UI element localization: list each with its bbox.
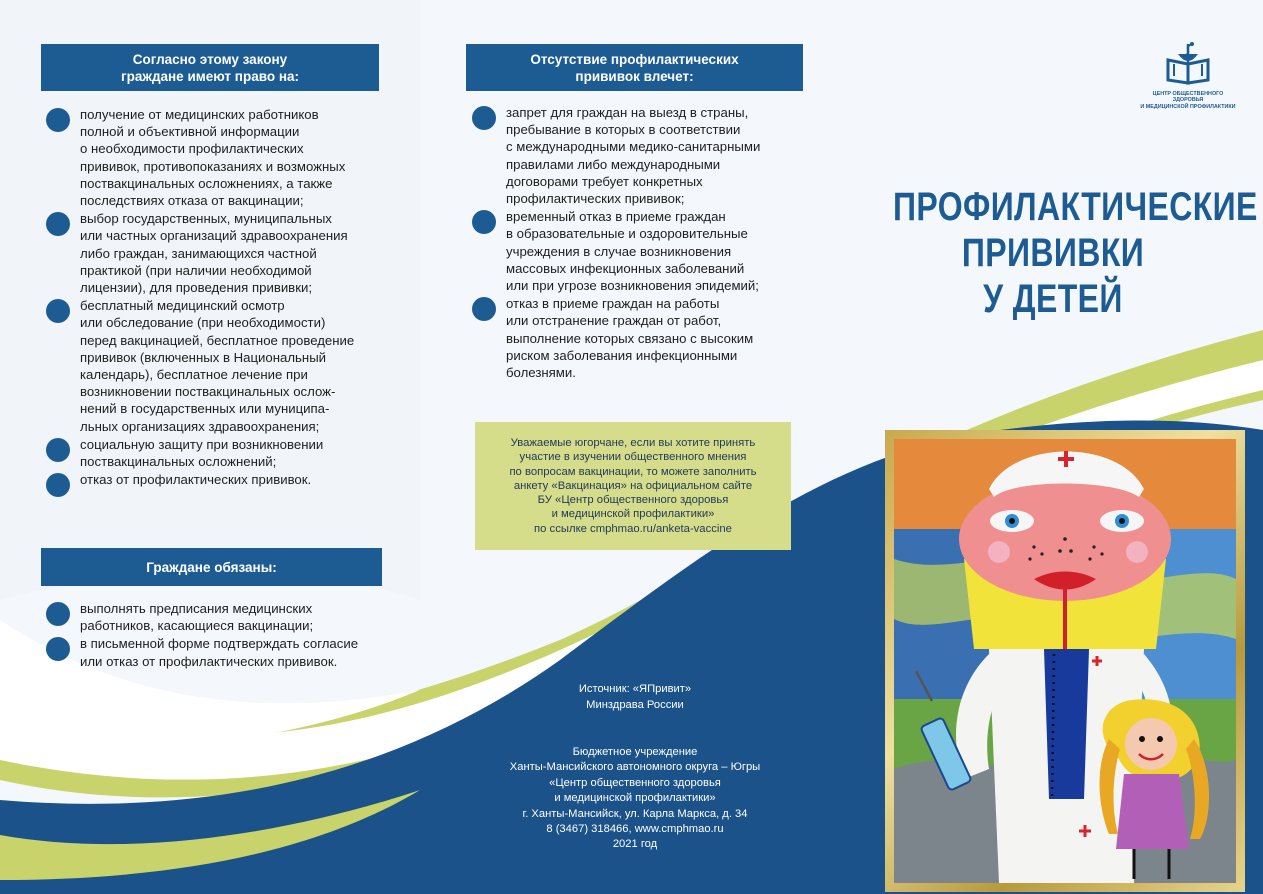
bullet-dot-icon (46, 637, 70, 661)
bullet-dot-icon (46, 299, 70, 323)
bullet-dot-icon (46, 602, 70, 626)
bullet-dot-icon (46, 212, 70, 236)
list-item: бесплатный медицинский осмотр или обследование (при необходимости) перед вакцинацией, бесплатное проведение прививок (включенных в Национальный календарь), бесплатное лечение при возникновении поствакцинальных ослож- нений в государственных или муниципа- льных организациях здравоохранения; (42, 297, 392, 435)
bullet-dot-icon (472, 210, 496, 234)
logo-text: ЦЕНТР ОБЩЕСТВЕННОГО ЗДОРОВЬЯ И МЕДИЦИНСКОЙ ПРОФИЛАКТИКИ (1140, 91, 1236, 110)
list-item: отказ в приеме граждан на работы или отстранение граждан от работ, выполнение которых связано с высоким риском заболевания инфекционными болезнями. (468, 295, 813, 381)
consequences-list (468, 104, 813, 382)
list-item: временный отказ в приеме граждан в образовательные и оздоровительные учреждения в случае возникновения массовых инфекционных заболеваний или при угрозе возникновения эпидемий; (468, 208, 813, 294)
list-item: в письменной форме подтверждать согласие или отказ от профилактических прививок. (42, 635, 392, 669)
list-item: социальную защиту при возникновении поствакцинальных осложнений; (42, 436, 392, 470)
survey-notice: Уважаемые югорчане, если вы хотите принять участие в изучении общественного мнения по вопросам вакцинации, то можете заполнить анкету «Вакцинация» на официальном сайте БУ «Центр общественного здоровья и медицинской профилактики» по ссылке cmphmao.ru/anketa-vaccine (475, 422, 791, 550)
cover-title: ПРОФИЛАКТИЧЕСКИЕ ПРИВИВКИ У ДЕТЕЙ (893, 185, 1258, 321)
list-item: получение от медицинских работников полной и объективной информации о необходимости профилактических прививок, противопоказаниях и возможных поствакцинальных осложнениях, а также последствиях отказа от вакцинации; (42, 106, 392, 209)
list-item: выполнять предписания медицинских работников, касающиеся вакцинации; (42, 600, 392, 634)
source-credit: Источник: «ЯПривит» Минздрава России (578, 683, 692, 711)
list-item: выбор государственных, муниципальных или частных организаций здравоохранения либо граждан, занимающихся частной практикой (при наличии необходимой лицензии), для проведения прививки; (42, 210, 392, 296)
obligations-list (42, 600, 392, 671)
list-item: запрет для граждан на выезд в страны, пребывание в которых в соответствии с международными медико-санитарными правилами либо международными договорами требует конкретных профилактических прививок; (468, 104, 813, 207)
logo (1138, 40, 1238, 110)
bullet-dot-icon (46, 108, 70, 132)
obligations-header: Граждане обязаны: (41, 548, 382, 586)
illustration-frame (885, 430, 1245, 892)
rights-list (42, 106, 392, 489)
bullet-dot-icon (46, 438, 70, 462)
child-drawing-doctor-with-syringe-and-girl (894, 439, 1236, 883)
publisher-info: Бюджетное учреждение Ханты-Мансийского автономного округа – Югры «Центр общественного здоровья и медицинской профилактики» г. Ханты-Мансийск, ул. Карла Маркса, д. 34 8 (3467) 318466, www.cmphmao.ru 2021 год (509, 746, 761, 851)
bullet-dot-icon (472, 297, 496, 321)
consequences-header: Отсутствие профилактических прививок влечет: (466, 44, 803, 91)
rights-header: Согласно этому закону граждане имеют право на: (41, 44, 379, 91)
bowl-of-hygieia-book-icon (1138, 40, 1238, 86)
bullet-dot-icon (472, 106, 496, 130)
list-item: отказ от профилактических прививок. (42, 471, 392, 488)
